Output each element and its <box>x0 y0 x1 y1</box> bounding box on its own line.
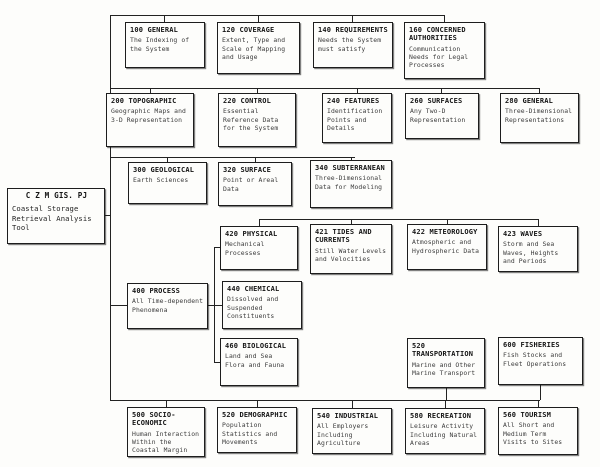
connector-line <box>110 157 355 158</box>
node-120 <box>217 22 300 74</box>
node-description: Point or Areal Data <box>223 176 279 193</box>
node-description: Three-Dimensional Data for Modeling <box>315 174 383 191</box>
node-description: Essential Reference Data for the System <box>223 107 279 132</box>
connector-line <box>446 387 447 400</box>
node-400 <box>127 283 208 329</box>
node-title: 600 FISHERIES <box>503 341 560 349</box>
node-title: 560 TOURISM <box>503 411 552 419</box>
node-280 <box>500 93 579 143</box>
node-description: Population Statistics and Movements <box>222 421 278 446</box>
node-title: C Z M GIS. PJ <box>25 191 88 200</box>
node-description: Still Water Levels and Velocities <box>315 246 387 263</box>
node-title: 400 PROCESS <box>132 287 181 295</box>
connector-line <box>110 305 127 306</box>
node-description: All Employers Including Agriculture <box>317 422 369 447</box>
node-description: Identification Points and Details <box>327 107 383 132</box>
node-200 <box>106 93 194 147</box>
node-500 <box>127 407 205 457</box>
connector-line <box>110 15 111 401</box>
node-title: 520 TRANSPORTATION <box>412 342 474 359</box>
node-title: 420 PHYSICAL <box>225 230 278 238</box>
node-description: Coastal Storage Retrieval Analysis Tool <box>12 203 92 233</box>
node-title: 300 GEOLOGICAL <box>133 166 195 174</box>
node-title: 423 WAVES <box>503 230 543 238</box>
node-title: 500 SOCIO-ECONOMIC <box>132 411 176 428</box>
node-title: 320 SURFACE <box>223 166 272 174</box>
node-description: Any Two-D Representation <box>410 107 466 124</box>
node-600 <box>498 337 583 385</box>
connector-line <box>110 15 445 16</box>
node-title: 140 REQUIREMENTS <box>318 26 388 34</box>
node-100 <box>125 22 205 68</box>
node-description: Communication Needs for Legal Processes <box>409 44 469 70</box>
node-460 <box>220 338 298 386</box>
node-520 <box>217 407 297 453</box>
node-description: Marine and Other Marine Transport <box>412 360 476 377</box>
node-340 <box>310 160 392 208</box>
node-title: 460 BIOLOGICAL <box>225 342 287 350</box>
node-description: All Time-dependent Phenomena <box>132 297 204 314</box>
node-title: 120 COVERAGE <box>222 26 275 34</box>
connector-line <box>540 384 541 400</box>
node-140 <box>313 22 393 68</box>
connector-line <box>110 400 540 401</box>
node-title: 440 CHEMICAL <box>227 285 280 293</box>
node-title: 100 GENERAL <box>130 26 179 34</box>
node-description: Earth Sciences <box>133 176 189 185</box>
node-300 <box>128 162 207 204</box>
node-420 <box>220 226 298 270</box>
node-260 <box>405 93 479 139</box>
node-title: 160 CONCERNED AUTHORITIES <box>409 26 466 43</box>
connector-line <box>445 400 446 408</box>
node-title: 240 FEATURES <box>327 97 380 105</box>
node-320 <box>218 162 292 206</box>
connector-line <box>259 219 539 220</box>
node-421 <box>310 224 392 274</box>
node-description: Extent, Type and Scale of Mapping and Usage <box>222 36 286 61</box>
node-423 <box>498 226 578 272</box>
node-220 <box>218 93 296 147</box>
node-description: Needs the System must satisfy <box>318 36 382 53</box>
node-title: 421 TIDES AND CURRENTS <box>315 228 372 245</box>
node-160 <box>404 22 485 79</box>
node-description: Land and Sea Flora and Fauna <box>225 352 285 369</box>
node-560 <box>498 407 578 455</box>
node-title: 520 DEMOGRAPHIC <box>222 411 288 419</box>
connector-line <box>352 400 353 408</box>
node-description: Mechanical Processes <box>225 240 265 257</box>
node-description: Fish Stocks and Fleet Operations <box>503 351 567 368</box>
node-description: Leisure Activity Including Natural Areas <box>410 422 478 447</box>
node-description: Human Interaction Within the Coastal Margin <box>132 429 200 455</box>
node-240 <box>322 93 392 143</box>
node-description: Geographic Maps and 3-D Representation <box>111 107 187 124</box>
connector-line <box>104 215 111 216</box>
node-description: Three-Dimensional Representations <box>505 107 573 124</box>
node-description: Dissolved and Suspended Constituents <box>227 295 279 320</box>
node-422 <box>407 224 487 270</box>
node-title: 220 CONTROL <box>223 97 272 105</box>
node-title: 422 METEOROLOGY <box>412 228 478 236</box>
root-node-czm-gis <box>7 188 105 244</box>
node-title: 280 GENERAL <box>505 97 554 105</box>
connector-line <box>110 88 540 89</box>
node-title: 580 RECREATION <box>410 412 472 420</box>
node-title: 260 SURFACES <box>410 97 463 105</box>
node-title: 200 TOPOGRAPHIC <box>111 97 177 105</box>
node-520T <box>407 338 485 388</box>
node-description: Storm and Sea Waves, Heights and Periods <box>503 240 559 265</box>
node-title: 340 SUBTERRANEAN <box>315 164 385 172</box>
node-580 <box>405 408 485 454</box>
node-description: The Indexing of the System <box>130 36 190 53</box>
node-title: 540 INDUSTRIAL <box>317 412 379 420</box>
node-description: Atmospheric and Hydrospheric Data <box>412 238 480 255</box>
node-540 <box>312 408 392 454</box>
node-440 <box>222 281 302 329</box>
node-description: All Short and Medium Term Visits to Sites <box>503 421 563 446</box>
connector-line <box>208 305 223 306</box>
